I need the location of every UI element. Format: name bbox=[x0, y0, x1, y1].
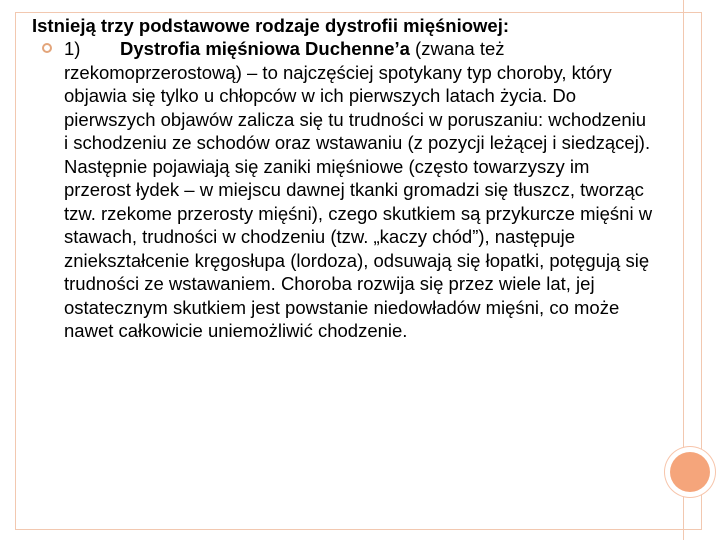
item-number: 1) bbox=[64, 38, 81, 59]
ring-bullet-icon bbox=[42, 43, 52, 53]
item-term: Dystrofia mięśniowa Duchenne’a bbox=[120, 38, 410, 59]
bullet-item bbox=[32, 37, 662, 343]
slide-content bbox=[32, 14, 662, 343]
slide-heading: Istnieją trzy podstawowe rodzaje dystrofii mięśniowej: bbox=[32, 15, 509, 36]
bullet-paragraph bbox=[64, 37, 654, 343]
item-description: (zwana też rzekomoprzerostową) – to najczęściej spotykany typ choroby, który objawia się tylko u chłopców w ich pierwszych latach życia. Do pierwszych objawów zalicza się tu trudności w poruszaniu: wchodzeniu i schodzeniu ze schodów oraz wstawaniu (z pozycji leżącej i siedzącej). Następnie pojawiają się zaniki mięśniowe (często towarzyszy im przerost łydek – w miejscu dawnej tkanki gromadzi się tłuszcz, tworząc tzw. rzekome przerosty mięśni), czego skutkiem są przykurcze mięśni w stawach, trudności w chodzeniu (tzw. „kaczy chód”), następuje zniekształcenie kręgosłupa (lordoza), odsuwają się łopatki, potęgują się trudności ze wstawaniem. Choroba rozwija się przez wiele lat, jej ostatecznym skutkiem jest powstanie niedowładów mięśni, co może nawet całkowicie uniemożliwić chodzenie. bbox=[64, 38, 653, 341]
decorative-circle bbox=[670, 452, 710, 492]
